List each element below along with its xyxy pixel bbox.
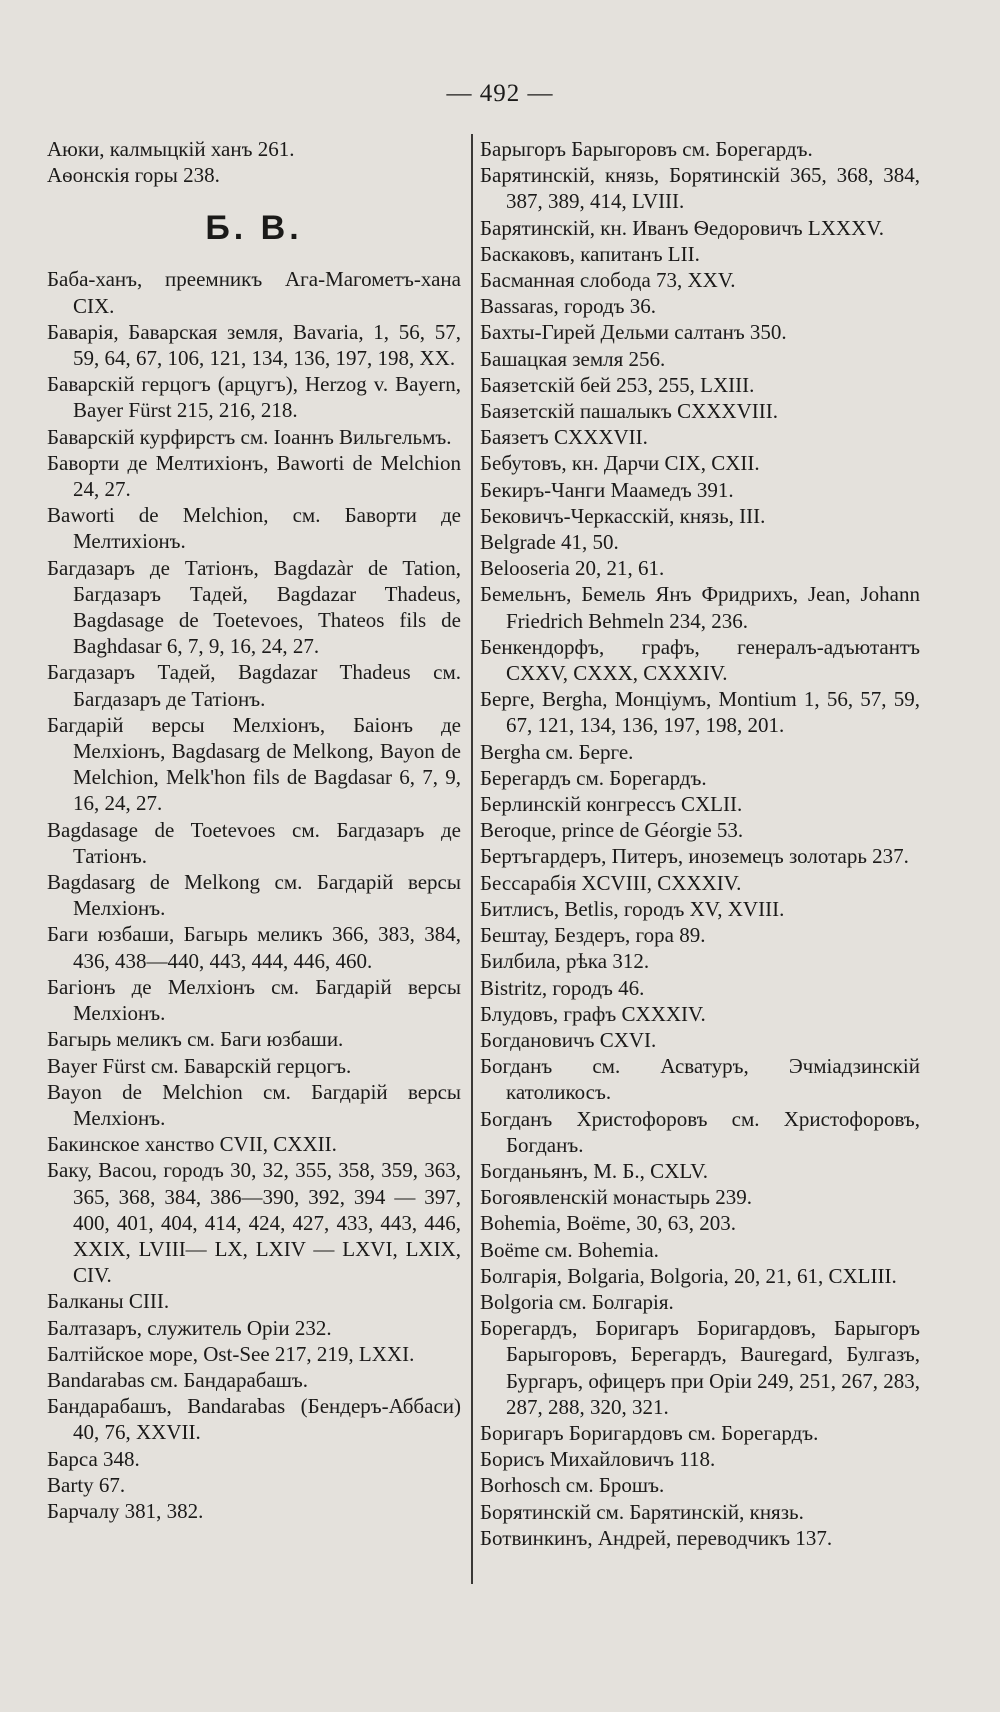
index-entry: Басманная слобода 73, XXV. [480, 268, 736, 293]
index-entry: Бебутовъ, кн. Дарчи CIX, CXII. [480, 451, 760, 476]
index-entry: Багдазаръ Тадей, Bagdazar Thadeus см. Багдазаръ де Татіонъ. [47, 660, 461, 711]
index-entry: Ботвинкинъ, Андрей, переводчикъ 137. [480, 1525, 833, 1550]
index-entry: Баги юзбаши, Багырь меликъ 366, 383, 384, 436, 438—440, 443, 444, 446, 460. [47, 922, 461, 973]
index-entry: Баязетскій пашалыкъ CXXXVIII. [480, 399, 778, 424]
index-entry: Борегардъ, Боригаръ Боригардовъ, Барыгоръ Барыгоровъ, Берегардъ, Bauregard, Булгазъ, Бургаръ, офицеръ при Оріи 249, 251, 267, 283, 287, 288, 320, 321. [480, 1316, 920, 1419]
index-entry: Belgrade 41, 50. [480, 530, 619, 555]
index-entry: Bagdasage de Toetevoes см. Багдазаръ де Татіонъ. [47, 817, 461, 868]
index-entry: Баварскій герцогъ (арцугъ), Herzog v. Bayern, Bayer Fürst 215, 216, 218. [47, 372, 461, 423]
left-column [47, 136, 461, 1524]
index-entry: Баязетъ CXXXVII. [480, 425, 648, 450]
index-entry: Bergha см. Берге. [480, 739, 634, 764]
index-entry: Багырь меликъ см. Баги юзбаши. [47, 1027, 344, 1052]
index-entry: Богданьянъ, М. Б., CXLV. [480, 1158, 708, 1183]
index-entry: Берегардъ см. Борегардъ. [480, 765, 707, 790]
index-entry: Bohemia, Boёme, 30, 63, 203. [480, 1211, 737, 1236]
index-entry: Башацкая земля 256. [480, 346, 666, 371]
index-entry: Бакинское ханство CVII, CXXII. [47, 1132, 337, 1157]
index-entry: Belooseria 20, 21, 61. [480, 556, 665, 581]
index-entry: Borhosch см. Брошъ. [480, 1473, 665, 1498]
index-entry: Bagdasarg de Melkong см. Багдарій версы Мелхіонъ. [47, 870, 461, 921]
index-entry: Барятинскій, князь, Борятинскій 365, 368, 384, 387, 389, 414, LVIII. [480, 163, 920, 214]
index-entry: Бертъгардеръ, Питеръ, иноземецъ золотарь 237. [480, 844, 909, 869]
index-entry: Богданъ Христофоровъ см. Христофоровъ, Богданъ. [480, 1106, 920, 1157]
index-entry: Богоявленскій монастырь 239. [480, 1185, 752, 1210]
index-entry: Baworti de Melchion, см. Баворти де Мелтиxіонъ. [47, 503, 461, 554]
page-number: — 492 — [446, 80, 554, 107]
index-entry: Баварскій курфирстъ см. Іоаннъ Вильгельмъ. [47, 424, 452, 449]
index-entry: Битлисъ, Betlis, городъ XV, XVIII. [480, 896, 785, 921]
index-entry: Баварія, Баварская земля, Bavaria, 1, 56, 57, 59, 64, 67, 106, 121, 134, 136, 197, 198, XX. [47, 319, 461, 371]
index-entry: Барчалу 381, 382. [47, 1498, 204, 1523]
index-entry: Барса 348. [47, 1446, 140, 1471]
index-entry: Баба-ханъ, преемникъ Ага-Магометъ-хана CIX. [47, 267, 461, 318]
index-entry: Bistritz, городъ 46. [480, 975, 645, 1000]
index-entry: Bolgoria см. Болгарія. [480, 1289, 674, 1314]
index-entry: Аюки, калмыцкій ханъ 261. [47, 137, 295, 161]
index-entry: Бессарабія XCVIII, CXXXIV. [480, 870, 742, 895]
index-entry: Bayer Fürst см. Баварскій герцогъ. [47, 1053, 352, 1078]
index-entry: Балканы CIII. [47, 1289, 170, 1314]
index-entry: Баязетскій бей 253, 255, LXIII. [480, 372, 755, 397]
index-entry: Бахты-Гирей Дельми салтанъ 350. [480, 320, 787, 345]
index-entry: Barty 67. [47, 1472, 126, 1497]
index-entry: Бенкендорфъ, графъ, генералъ-адъютантъ CXXV, CXXX, CXXXIV. [480, 634, 920, 686]
index-entry: Bandarabas см. Бандарабашъ. [47, 1367, 309, 1392]
index-entry: Билбила, рѣка 312. [480, 949, 650, 974]
index-entry: Boёme см. Bohemia. [480, 1237, 659, 1262]
index-entry: Блудовъ, графъ CXXXIV. [480, 1001, 706, 1026]
index-entry: Баскаковъ, капитанъ LII. [480, 241, 700, 266]
index-entry: Берге, Bergha, Монціумъ, Montium 1, 56, 57, 59, 67, 121, 134, 136, 197, 198, 201. [480, 687, 920, 738]
index-entry: Бековичъ-Черкасскій, князь, III. [480, 503, 766, 528]
column-divider [471, 134, 473, 1584]
index-entry: Аѳонскія горы 238. [47, 163, 220, 188]
index-entry: Балтійское море, Ost-See 217, 219, LXXI. [47, 1341, 415, 1366]
index-entry: Берлинскій конгрессъ CXLII. [480, 792, 743, 817]
index-entry: Боригаръ Боригардовъ см. Борегардъ. [480, 1420, 819, 1445]
index-entry: Бештау, Бездеръ, гора 89. [480, 923, 706, 948]
index-entry: Борятинскій см. Барятинскій, князь. [480, 1499, 804, 1524]
index-entry: Барятинскій, кн. Иванъ Ѳедоровичъ LXXXV. [480, 215, 884, 240]
index-entry: Бемельнъ, Бемель Янъ Фридрихъ, Jean, Johann Friedrich Behmeln 234, 236. [480, 582, 920, 633]
right-column [480, 136, 920, 1551]
section-heading: Б. В. [205, 209, 303, 248]
index-entry: Борисъ Михайловичъ 118. [480, 1447, 716, 1472]
index-entry: Багдарій версы Мелхіонъ, Баіонъ де Мелxіонъ, Bagdasarg de Melkong, Bayon de Melchion, Melk'hon fils de Bagdasar 6, 7, 9, 16, 24, 27. [47, 712, 461, 816]
index-entry: Багдазаръ де Татіонъ, Bagdazàr de Tation, Багдазаръ Тадей, Bagdazar Thadeus, Bagdasage de Toetevoes, Thateos fils de Baghdasar 6, 7, 9, 16, 24, 27. [47, 555, 461, 659]
index-entry: Богданъ см. Асватуръ, Эчміадзинскій католикосъ. [480, 1054, 920, 1105]
index-entry: Bayon de Melchion см. Багдарій версы Мелхіонъ. [47, 1079, 461, 1130]
index-entry: Богдановичъ CXVI. [480, 1027, 657, 1052]
index-entry: Бекиръ-Чанги Маамедъ 391. [480, 477, 734, 502]
index-entry: Баку, Васоu, городъ 30, 32, 355, 358, 359, 363, 365, 368, 384, 386—390, 392, 394 — 397, 400, 401, 404, 414, 424, 427, 433, 443, 446, XXIX, LVIII— LX, LXIV — LXVI, LXIX, CIV. [47, 1158, 461, 1288]
index-entry: Баворти де Мелтиxіонъ, Baworti de Melchion 24, 27. [47, 450, 461, 502]
index-entry: Балтазаръ, служитель Оріи 232. [47, 1315, 332, 1340]
index-entry: Барыгоръ Барыгоровъ см. Борегардъ. [480, 137, 813, 161]
index-entry: Bassaras, городъ 36. [480, 294, 657, 319]
index-entry: Болгарія, Bolgaria, Bolgoria, 20, 21, 61, CXLIII. [480, 1263, 897, 1288]
index-entry: Багіонъ де Мелхіонъ см. Багдарій версы Мелхіонъ. [47, 974, 461, 1026]
index-entry: Beroque, prince de Géorgie 53. [480, 818, 744, 843]
index-entry: Бандарабашъ, Bandarabas (Бендеръ-Аббаси) 40, 76, XXVII. [47, 1394, 461, 1445]
